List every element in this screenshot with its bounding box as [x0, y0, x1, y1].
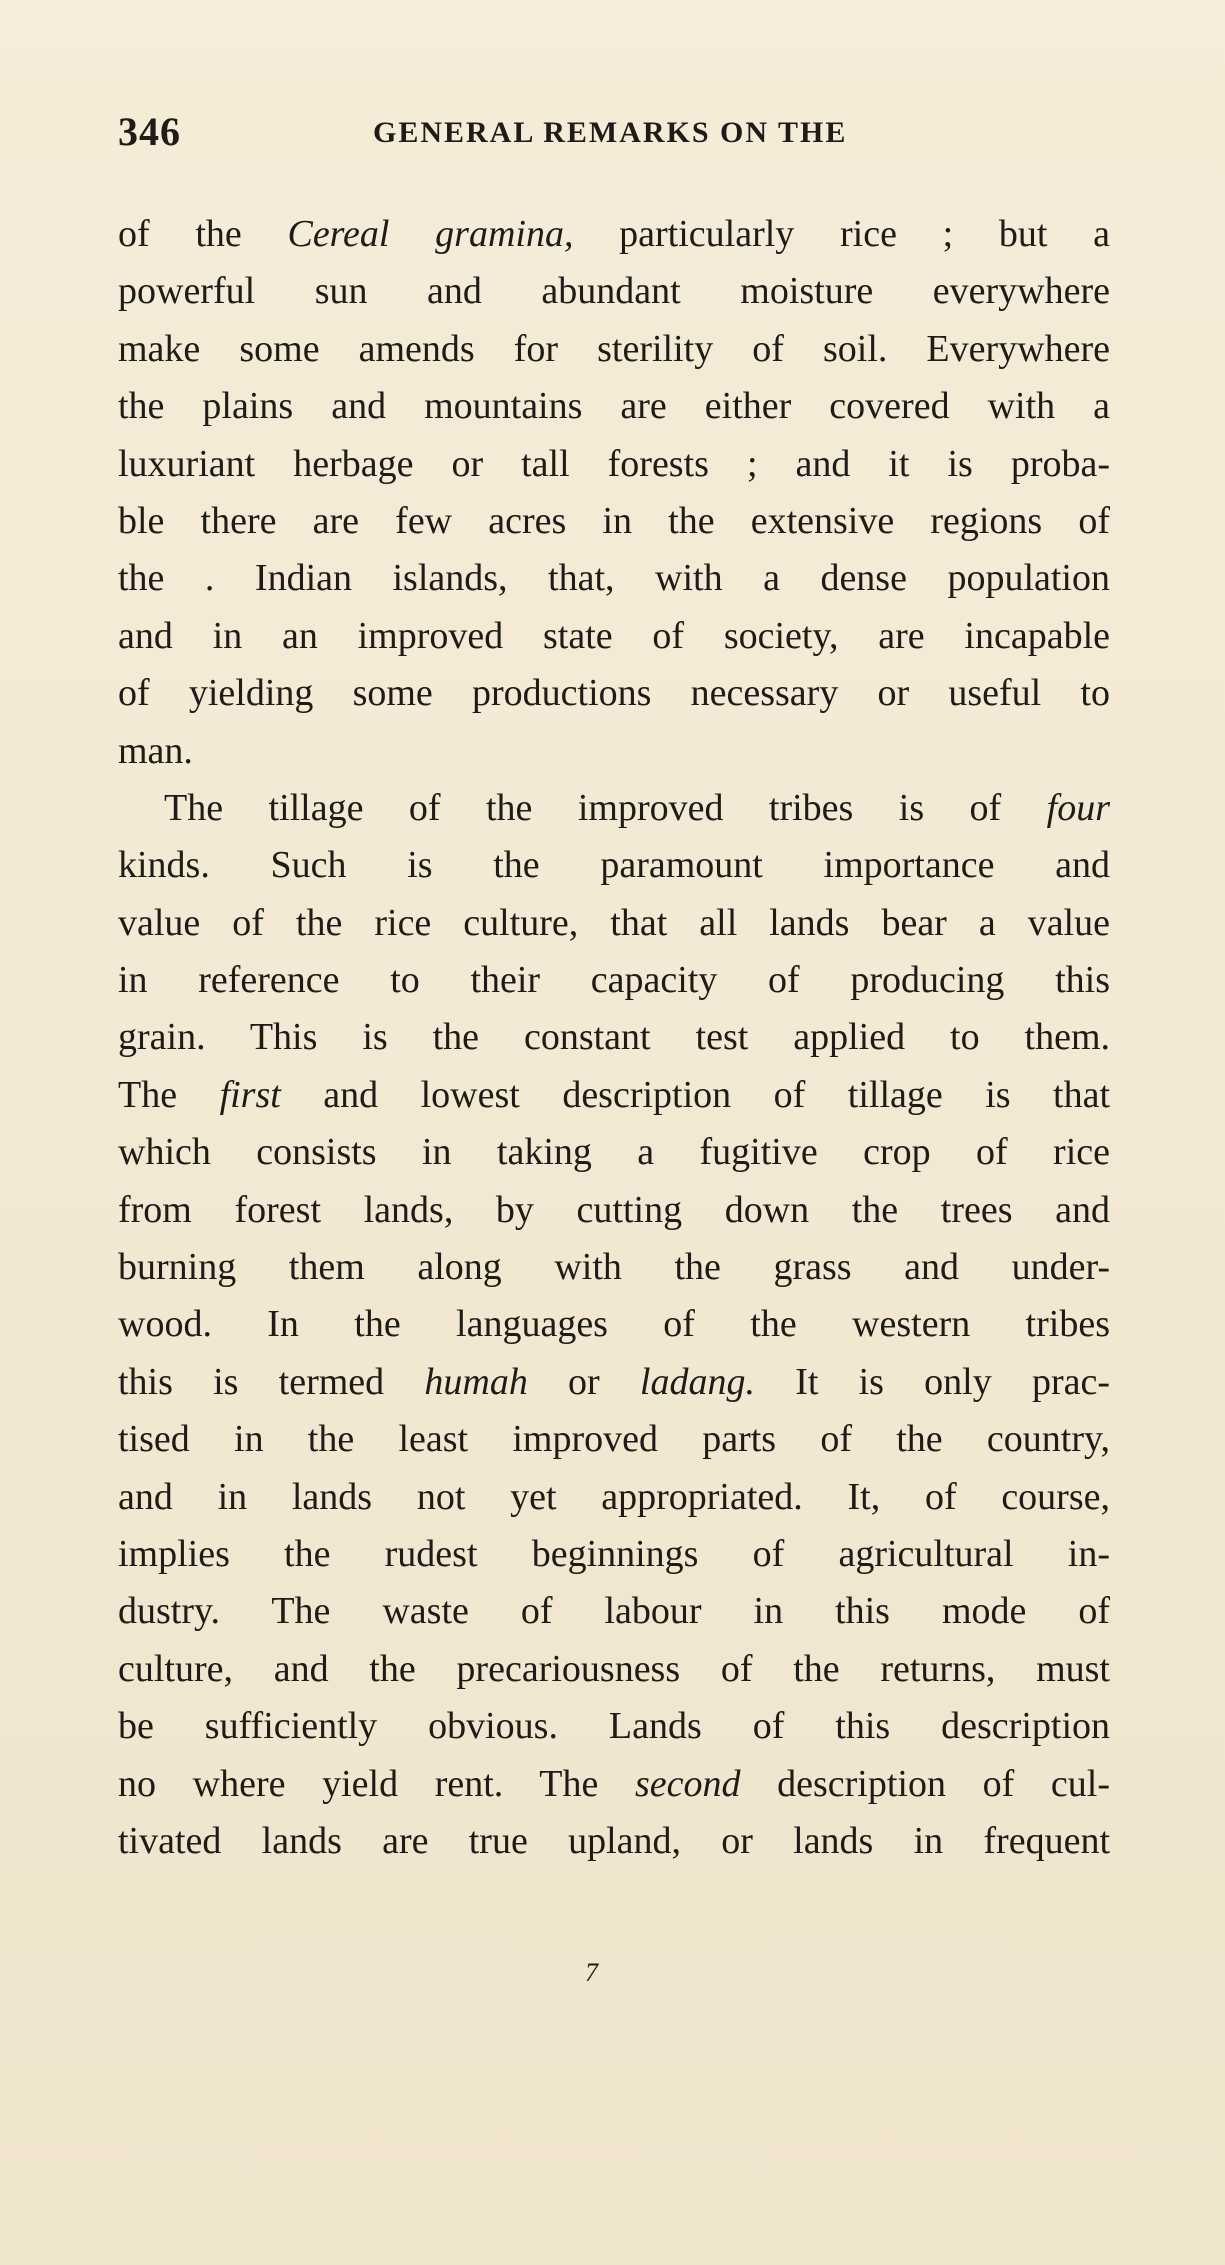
text-segment: the plains and mountains are either covered with a — [118, 385, 1110, 428]
text-segment: make some amends for sterility of soil. Everywhere — [118, 327, 1110, 370]
text-segment: and lowest description of tillage is that — [280, 1073, 1110, 1116]
text-line — [118, 1239, 1110, 1296]
italic-text: ladang. — [639, 1360, 755, 1403]
text-line — [118, 1067, 1110, 1124]
text-segment: culture, and the precariousness of the returns, must — [118, 1647, 1110, 1690]
text-line — [118, 378, 1110, 435]
text-line — [118, 952, 1110, 1009]
text-line — [118, 895, 1110, 952]
text-line — [118, 321, 1110, 378]
text-segment: It is only prac- — [754, 1360, 1110, 1403]
text-segment: powerful sun and abundant moisture everywhere — [118, 270, 1110, 313]
text-segment: particularly rice ; but a — [573, 213, 1110, 255]
text-line — [118, 1182, 1110, 1239]
text-line — [118, 436, 1110, 493]
text-segment: from forest lands, by cutting down the trees and — [118, 1188, 1110, 1231]
text-segment: kinds. Such is the paramount importance and — [118, 844, 1110, 887]
text-segment: no where yield rent. The — [118, 1762, 635, 1805]
text-segment: wood. In the languages of the western tribes — [118, 1303, 1110, 1346]
page-number: 346 — [118, 109, 181, 154]
running-head — [118, 108, 1118, 168]
italic-text: Cereal gramina, — [287, 213, 574, 255]
text-segment: be sufficiently obvious. Lands of this description — [118, 1705, 1110, 1748]
text-segment: implies the rudest beginnings of agricultural in- — [118, 1532, 1110, 1575]
text-line — [118, 1296, 1110, 1353]
text-line — [118, 780, 1110, 837]
text-segment: grain. This is the constant test applied to them. — [118, 1016, 1110, 1059]
text-segment: and in an improved state of society, are incapable — [118, 614, 1110, 657]
text-segment: this is termed — [118, 1360, 425, 1403]
text-segment: of yielding some productions necessary or useful to — [118, 672, 1110, 715]
text-line — [118, 1698, 1110, 1755]
text-segment: ble there are few acres in the extensive regions of — [118, 499, 1110, 542]
text-segment: The tillage of the improved tribes is of — [164, 786, 1047, 829]
italic-text: four — [1046, 786, 1110, 829]
text-line — [118, 1813, 1110, 1870]
running-title: GENERAL REMARKS ON THE — [373, 116, 848, 149]
text-segment: dustry. The waste of labour in this mode of — [118, 1590, 1110, 1633]
text-line — [118, 1469, 1110, 1526]
text-segment: or — [527, 1360, 640, 1403]
text-segment: tivated lands are true upland, or lands in frequent — [118, 1819, 1110, 1862]
text-line — [118, 263, 1110, 320]
text-line — [118, 1526, 1110, 1583]
body-text — [118, 206, 1110, 1870]
text-line — [118, 1124, 1110, 1181]
text-line — [118, 723, 1110, 780]
text-segment: the . Indian islands, that, with a dense population — [118, 557, 1110, 600]
text-segment: luxuriant herbage or tall forests ; and it is proba- — [118, 442, 1110, 485]
text-line — [118, 608, 1110, 665]
text-segment: burning them along with the grass and under- — [118, 1246, 1110, 1289]
text-line — [118, 1583, 1110, 1640]
text-line — [118, 1009, 1110, 1066]
italic-text: humah — [424, 1360, 528, 1403]
text-segment: value of the rice culture, that all lands bear a value — [118, 901, 1110, 944]
text-segment: in reference to their capacity of producing this — [118, 959, 1110, 1002]
text-line — [118, 1411, 1110, 1468]
text-line — [118, 1756, 1110, 1813]
text-line — [118, 1641, 1110, 1698]
text-segment: The — [118, 1073, 220, 1116]
signature-mark: 7 — [585, 1958, 598, 1987]
text-segment: and in lands not yet appropriated. It, of course, — [118, 1475, 1110, 1518]
text-segment: which consists in taking a fugitive crop of rice — [118, 1131, 1110, 1174]
text-segment: description of cul- — [740, 1762, 1110, 1805]
text-line — [118, 837, 1110, 894]
text-line — [118, 665, 1110, 722]
text-segment: man. — [118, 729, 193, 772]
text-segment: of the — [118, 213, 288, 255]
text-line — [118, 206, 1110, 263]
text-line — [118, 550, 1110, 607]
italic-text: second — [634, 1762, 741, 1805]
text-line — [118, 1354, 1110, 1411]
italic-text: first — [219, 1073, 281, 1116]
text-line — [118, 493, 1110, 550]
text-segment: tised in the least improved parts of the country, — [118, 1418, 1110, 1461]
